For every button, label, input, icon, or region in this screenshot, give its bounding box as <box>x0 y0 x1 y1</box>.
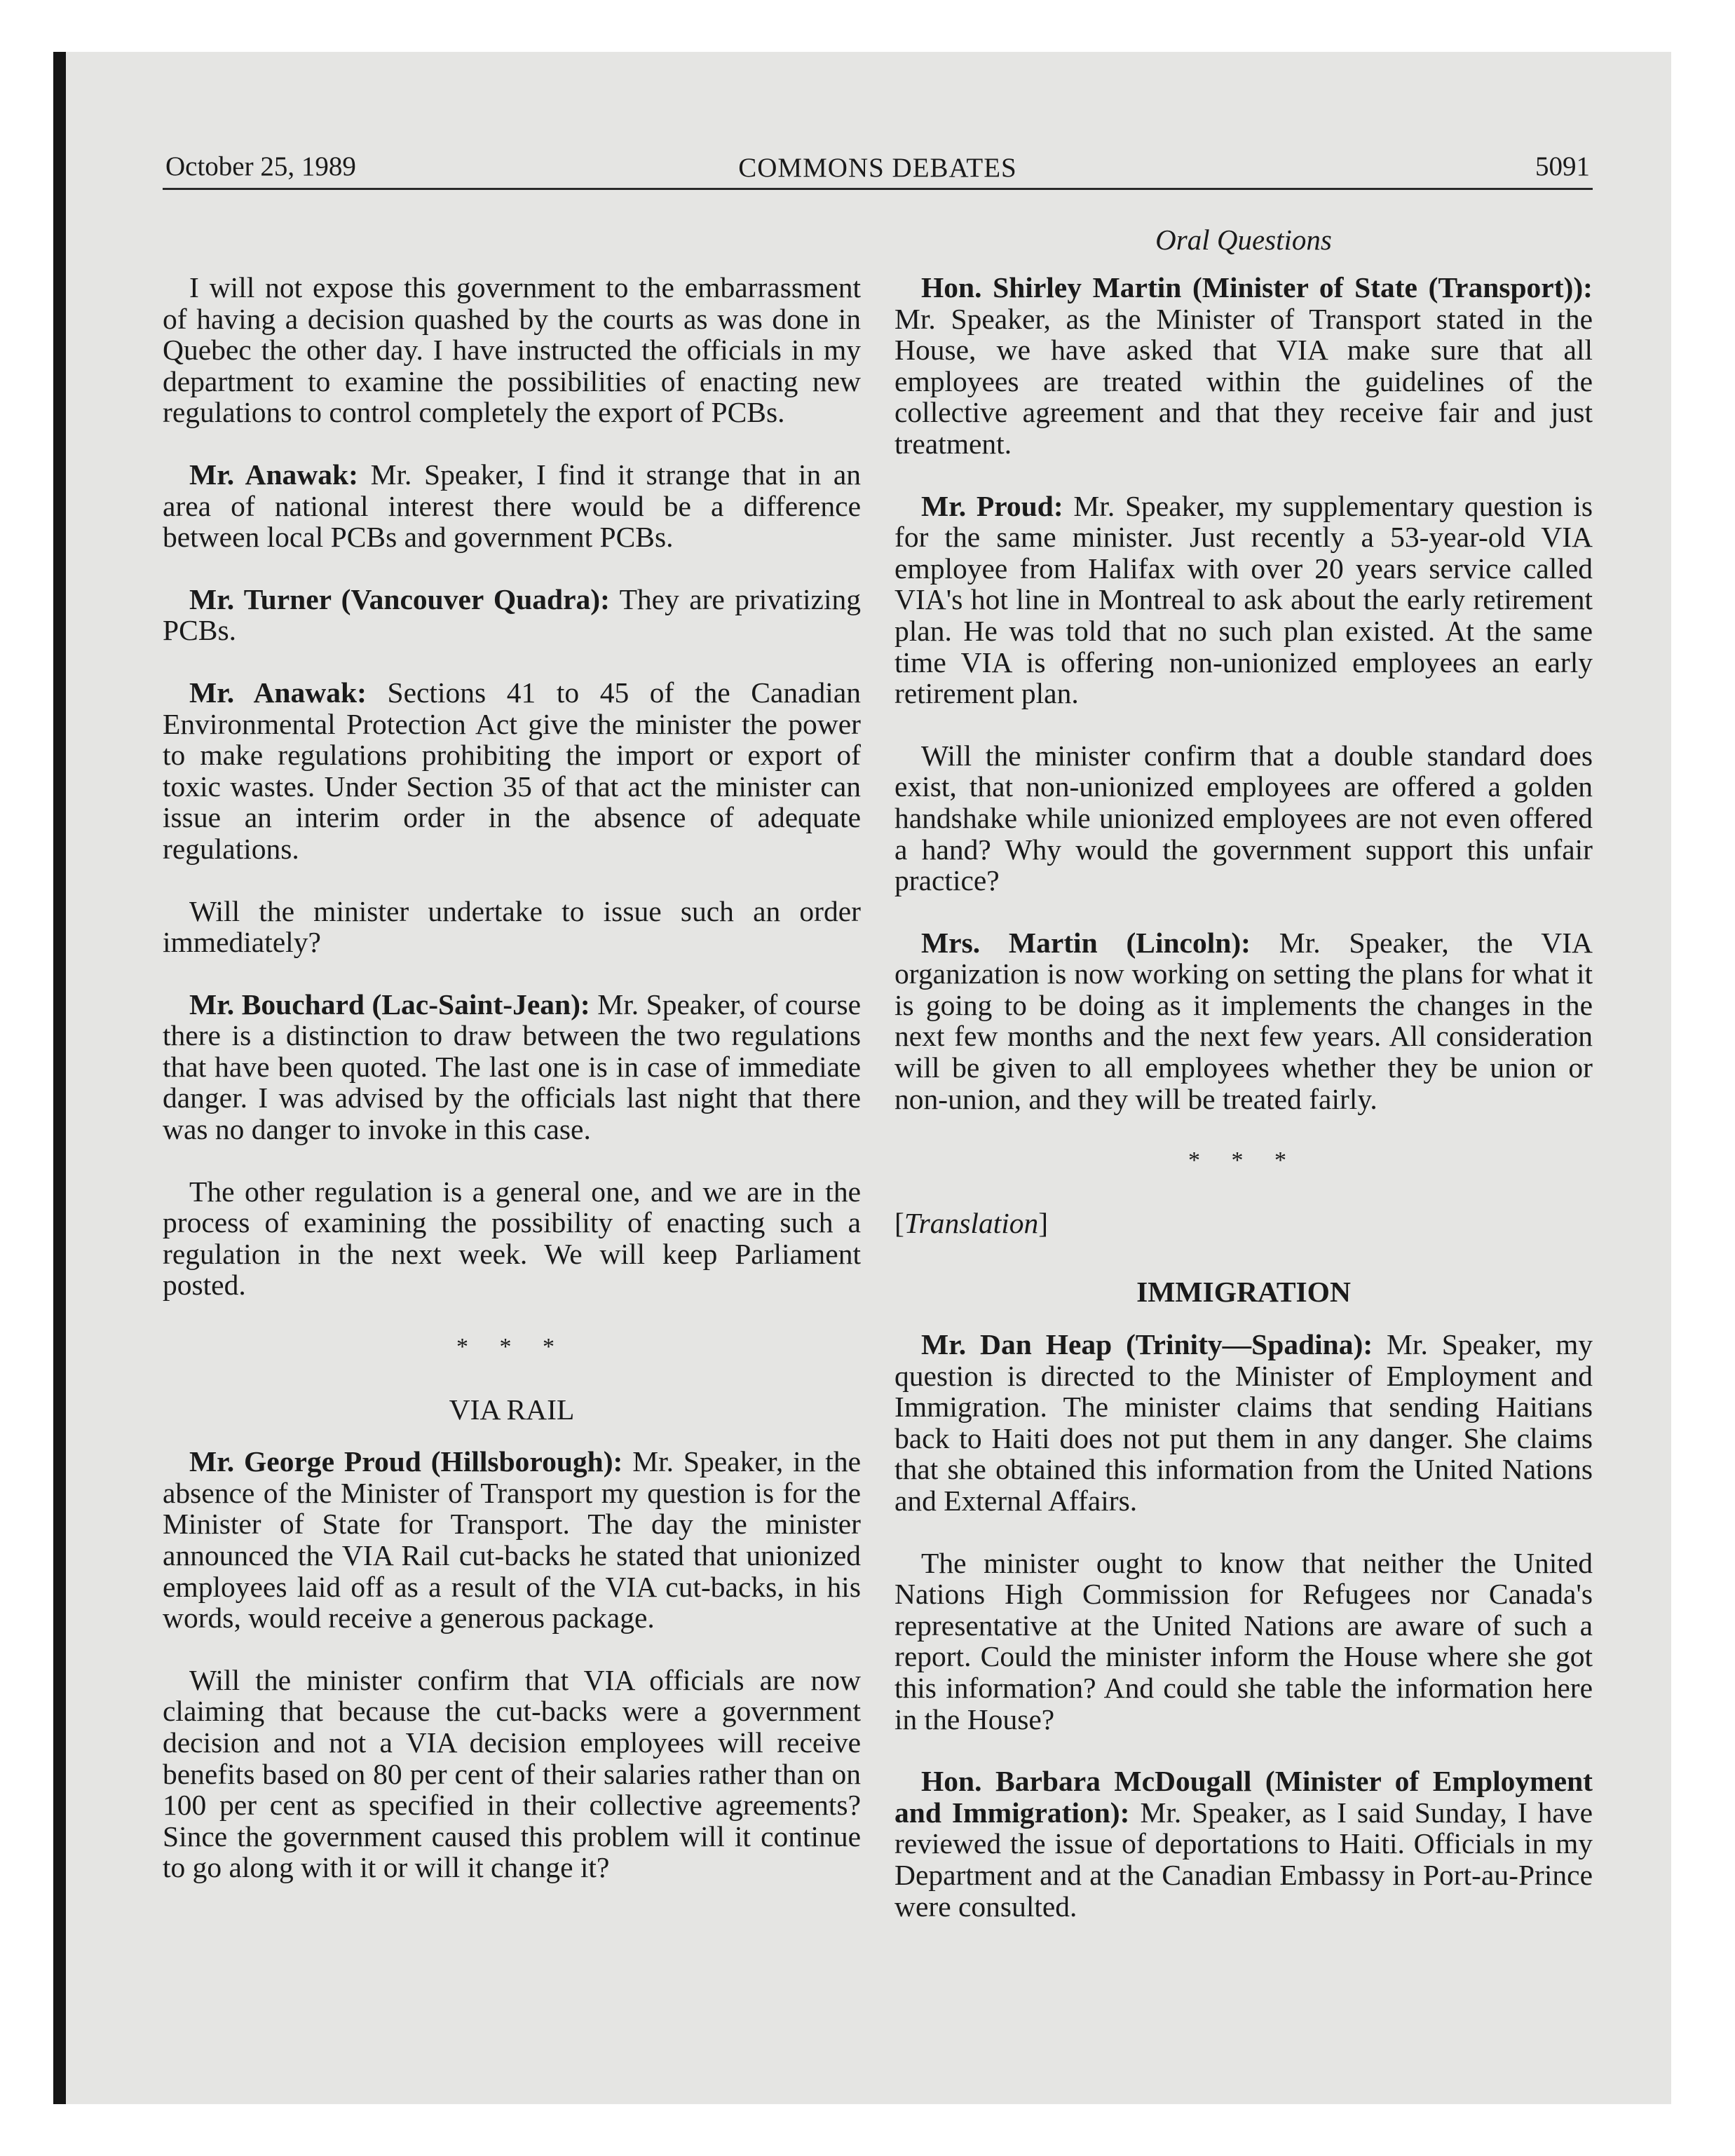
paragraph <box>894 272 1593 460</box>
header-page-number: 5091 <box>1535 151 1590 182</box>
paragraph <box>894 740 1593 896</box>
paragraph-text: Mr. Speaker, my supplementary question is for the same minister. Just recently a 53-year-old VIA employee from Halifax with over 20 years service called VIA's hot line in Montreal to ask about the early retirement plan. He was told that no such plan existed. At the same time VIA is offering non-unionized employees an early retirement plan. <box>894 489 1593 710</box>
speaker-name: Hon. Shirley Martin (Minister of State (Transport)): <box>921 271 1593 303</box>
paragraph-text: Mr. Speaker, my question is directed to the Minister of Employment and Immigration. The minister claims that sending Haitians back to Haiti does not put them in any danger. She claims that she obtained this information from the United Nations and External Affairs. <box>894 1328 1593 1517</box>
paragraph <box>894 491 1593 709</box>
paragraph <box>163 584 861 646</box>
paragraph-text: Mr. Speaker, as the Minister of Transport stated in the House, we have asked that VIA make sure that all employees are treated within the guidelines of the collective agreement and that they receive fair and just treatment. <box>894 302 1593 460</box>
paragraph-text: Mr. Speaker, of course there is a distinction to draw between the two regulations that have been quoted. The last one is in case of immediate danger. I was advised by the officials last night that there was no danger to invoke in this case. <box>163 988 862 1146</box>
paragraph <box>163 677 861 865</box>
paragraph-text: Sections 41 to 45 of the Canadian Environmental Protection Act give the minister the power to make regulations prohibiting the import or export of toxic wastes. Under Section 35 of that act the minister can issue an interim order in the absence of adequate regulations. <box>163 676 861 865</box>
speaker-name: Mr. Proud: <box>921 489 1063 522</box>
paragraph-text: Mr. Speaker, I find it strange that in an area of national interest there would be a difference between local PCBs and government PCBs. <box>163 458 862 554</box>
header-date: October 25, 1989 <box>165 151 356 182</box>
speaker-name: Hon. Barbara McDougall (Minister of Employment and Immigration): <box>894 1765 1593 1829</box>
paragraph-text: They are privatizing PCBs. <box>163 582 861 647</box>
speaker-name: Mr. Bouchard (Lac-Saint-Jean): <box>189 988 590 1021</box>
translation-note: [Translation] <box>894 1206 1049 1239</box>
left-column <box>163 272 861 1914</box>
right-column <box>894 272 1593 1953</box>
paragraph <box>163 1446 861 1634</box>
speaker-name: Mrs. Martin (Lincoln): <box>921 926 1251 959</box>
paragraph <box>894 1766 1593 1922</box>
paragraph <box>163 896 861 958</box>
paragraph-text: Will the minister confirm that VIA officials are now claiming that because the cut-backs were a government decision and not a VIA decision employees will receive benefits based on 80 per cent of their salaries rather than on 100 per cent as specified in their collective agreements? Since the government caused this problem will it continue to go along with it or will it change it? <box>163 1663 861 1884</box>
running-head: Oral Questions <box>1155 224 1332 256</box>
translation-label: Translation <box>904 1206 1039 1239</box>
speaker-name: Mr. Dan Heap (Trinity—Spadina): <box>921 1328 1373 1361</box>
speaker-name: Mr. Anawak: <box>189 676 367 709</box>
paragraph <box>163 989 861 1145</box>
paragraph <box>163 459 861 553</box>
paragraph-text: Will the minister confirm that a double standard does exist, that non-unionized employees are offered a golden handshake while unionized employees are not even offered a hand? Why would the government support this unfair practice? <box>894 739 1593 897</box>
paragraph <box>894 1548 1593 1735</box>
paragraph <box>894 927 1593 1115</box>
paragraph-text: Mr. Speaker, the VIA organization is now working on setting the plans for what it is going to be doing as it implements the changes in the next few months and the next few years. All consideration will be given to all employees whether they be union or non-union, and they will be treated fairly. <box>894 926 1593 1115</box>
paragraph-text: Will the minister undertake to issue such an order immediately? <box>163 894 861 959</box>
paragraph-text: The minister ought to know that neither the United Nations High Commission for Refugees nor Canada's representative at the United Nations are aware of such a report. Could the minister inform the House where she got this information? And could she table the information here in the House? <box>894 1546 1593 1735</box>
speaker-name: Mr. Anawak: <box>189 458 358 491</box>
scan-binding-edge <box>53 52 66 2104</box>
paragraph-text: Mr. Speaker, in the absence of the Minister of Transport my question is for the Minister of State for Transport. The day the minister announced the VIA Rail cut-backs he stated that unionized employees laid off as a result of the VIA cut-backs, in his words, would receive a generous package. <box>163 1445 862 1635</box>
section-heading-via-rail: VIA RAIL <box>449 1393 575 1426</box>
paragraph-text: The other regulation is a general one, and we are in the process of examining the possibility of enacting such a regulation in the next week. We will keep Parliament posted. <box>163 1175 861 1302</box>
paragraph <box>163 272 861 428</box>
section-separator: * * * <box>456 1334 567 1360</box>
speaker-name: Mr. George Proud (Hillsborough): <box>189 1445 623 1478</box>
section-heading-immigration: IMMIGRATION <box>1136 1276 1351 1309</box>
speaker-name: Mr. Turner (Vancouver Quadra): <box>189 582 610 615</box>
paragraph <box>163 1176 861 1301</box>
header-rule <box>163 188 1593 190</box>
paragraph <box>163 1665 861 1883</box>
paragraph-text: I will not expose this government to the embarrassment of having a decision quashed by the courts as was done in Quebec the other day. I have instructed the officials in my department to examine the possibilities of enacting new regulations to control completely the export of PCBs. <box>163 271 861 429</box>
page-header <box>165 147 1590 186</box>
section-separator: * * * <box>1188 1147 1299 1174</box>
paragraph <box>894 1329 1593 1517</box>
paragraph-text: Mr. Speaker, as I said Sunday, I have reviewed the issue of deportations to Haiti. Officials in my Department and at the Canadian Embassy in Port-au-Prince were consulted. <box>894 1796 1593 1923</box>
header-title: COMMONS DEBATES <box>738 153 1017 183</box>
